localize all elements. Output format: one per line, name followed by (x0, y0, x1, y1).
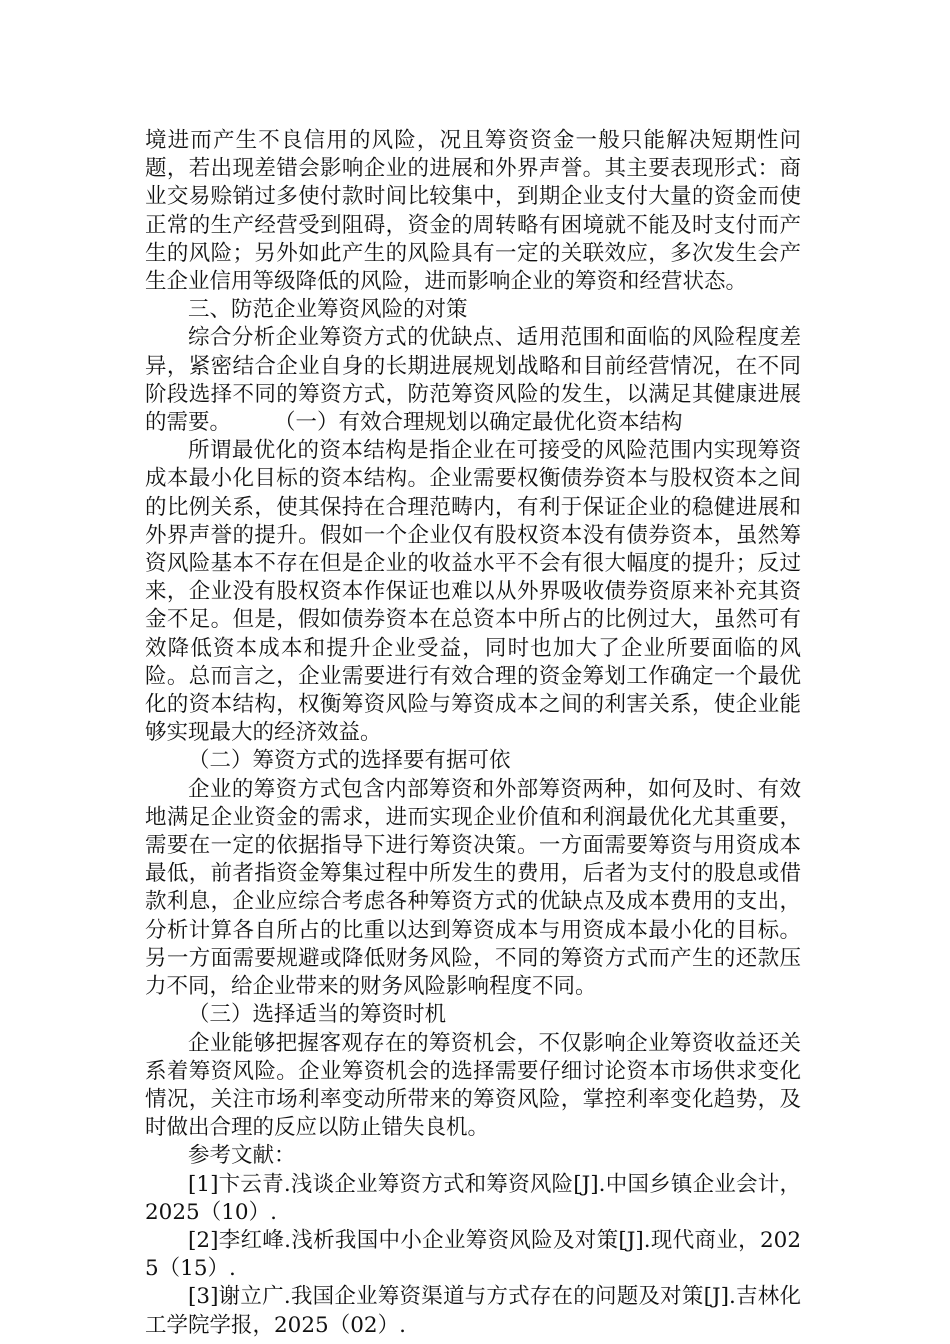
reference-item: [1]卞云青.浅谈企业筹资方式和筹资风险[J].中国乡镇企业会计，2025（10）. (145, 1171, 801, 1225)
reference-item: [2]李红峰.浅析我国中小企业筹资风险及对策[J].现代商业，2025（15）. (145, 1227, 801, 1282)
reference-item: [3]谢立广.我国企业筹资渠道与方式存在的问题及对策[J].吉林化工学院学报，2025（02）. (145, 1284, 801, 1338)
subsection-heading: （一）有效合理规划以确定最优化资本结构 (284, 410, 683, 436)
body-paragraph: 企业的筹资方式包含内部筹资和外部筹资两种，如何及时、有效地满足企业资金的需求，进而实现企业价值和利润最优化尤其重要，需要在一定的依据指导下进行筹资决策。一方面需要筹资与用资成本最低，前者指资金筹集过程中所发生的费用，后者为支付的股息或借款利息，企业应综合考虑各种筹资方式的优缺点及成本费用的支出，分析计算各自所占的比重以达到筹资成本与用资成本最小化的目标。另一方面需要规避或降低财务风险，不同的筹资方式而产生的还款压力不同，给企业带来的财务风险影响程度不同。 (145, 776, 801, 1000)
subsection-heading: （二）筹资方式的选择要有据可依 (188, 748, 511, 774)
body-paragraph (145, 324, 801, 437)
body-paragraph: 企业能够把握客观存在的筹资机会，不仅影响企业筹资收益还关系着筹资风险。企业筹资机会的选择需要仔细讨论资本市场供求变化情况，关注市场利率变动所带来的筹资风险，掌控利率变化趋势，及时做出合理的反应以防止错失良机。 (145, 1030, 801, 1141)
document-page (145, 127, 801, 1340)
subsection-heading: （三）选择适当的筹资时机 (188, 1002, 447, 1028)
body-paragraph: 所谓最优化的资本结构是指企业在可接受的风险范围内实现筹资成本最小化目标的资本结构。企业需要权衡债券资本与股权资本之间的比例关系，使其保持在合理范畴内，有利于保证企业的稳健进展和外界声誉的提升。假如一个企业仅有股权资本没有债券资本，虽然筹资风险基本不存在但是企业的收益水平不会有很大幅度的提升；反过来，企业没有股权资本作保证也难以从外界吸收债券资原来补充其资金不足。但是，假如债券资本在总资本中所占的比例过大，虽然可有效降低资本成本和提升企业受益，同时也加大了企业所要面临的风险。总而言之，企业需要进行有效合理的资金筹划工作确定一个最优化的资本结构，权衡筹资风险与筹资成本之间的利害关系，使企业能够实现最大的经济效益。 (145, 438, 801, 746)
section-heading: 三、防范企业筹资风险的对策 (188, 297, 468, 323)
references-heading: 参考文献： (188, 1143, 296, 1169)
body-paragraph: 境进而产生不良信用的风险，况且筹资资金一般只能解决短期性问题，若出现差错会影响企业的进展和外界声誉。其主要表现形式：商业交易赊销过多使付款时间比较集中，到期企业支付大量的资金而使正常的生产经营受到阻碍，资金的周转略有困境就不能及时支付而产生的风险；另外如此产生的风险具有一定的关联效应，多次发生会产生企业信用等级降低的风险，进而影响企业的筹资和经营状态。 (145, 128, 801, 295)
paragraph-text: 综合分析企业筹资方式的优缺点、适用范围和面临的风险程度差异，紧密结合企业自身的长期进展规划战略和目前经营情况，在不同阶段选择不同的筹资方式，防范筹资风险的发生，以满足其健康进展的需要。 (145, 325, 801, 436)
